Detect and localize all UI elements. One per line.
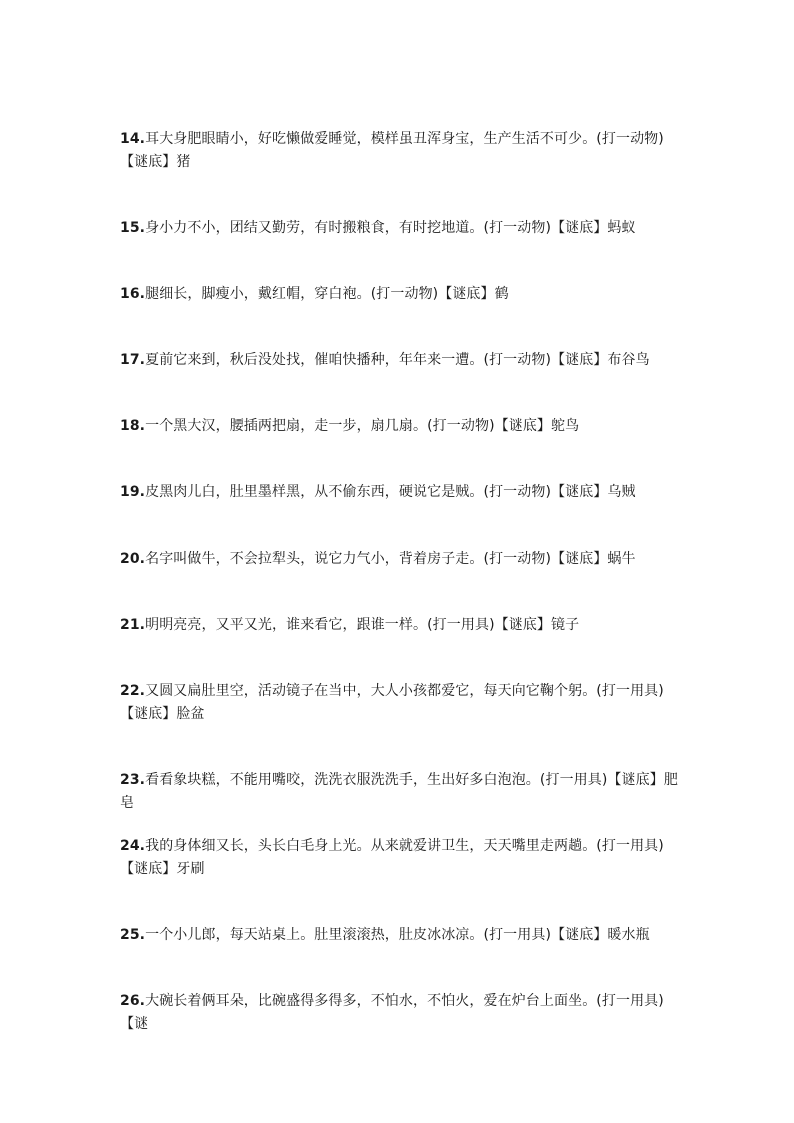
- riddle-text: 夏前它来到，秋后没处找，催咱快播种，年年来一遭。(打一动物)【谜底】布谷鸟: [145, 352, 650, 368]
- riddle-25: [120, 924, 678, 947]
- riddle-text: 明明亮亮，又平又光，谁来看它，跟谁一样。(打一用具)【谜底】镜子: [145, 617, 580, 633]
- riddle-text: 腿细长，脚瘦小，戴红帽，穿白袍。(打一动物)【谜底】鹤: [145, 286, 509, 302]
- riddle-16: [120, 283, 678, 306]
- riddle-21: [120, 614, 678, 637]
- riddle-number: 26.: [120, 993, 146, 1009]
- riddle-text: 看看象块糕，不能用嘴咬，洗洗衣服洗洗手，生出好多白泡泡。(打一用具)【谜底】肥皂: [120, 772, 678, 811]
- riddle-number: 22.: [120, 683, 146, 699]
- riddle-22: [120, 680, 678, 726]
- riddle-26: [120, 990, 678, 1036]
- riddle-number: 20.: [120, 551, 146, 567]
- riddle-number: 15.: [120, 220, 146, 236]
- riddle-text: 皮黑肉儿白，肚里墨样黑，从不偷东西，硬说它是贼。(打一动物)【谜底】乌贼: [145, 484, 636, 500]
- riddle-14: [120, 128, 678, 174]
- riddle-text: 我的身体细又长，头长白毛身上光。从来就爱讲卫生，天天嘴里走两趟。(打一用具)【谜底】牙刷: [120, 838, 664, 877]
- riddle-text: 名字叫做牛，不会拉犁头，说它力气小，背着房子走。(打一动物)【谜底】蜗牛: [145, 551, 636, 567]
- riddle-number: 18.: [120, 418, 146, 434]
- riddle-number: 24.: [120, 838, 146, 854]
- riddle-text: 一个小儿郎，每天站桌上。肚里滚滚热，肚皮冰冰凉。(打一用具)【谜底】暖水瓶: [145, 927, 650, 943]
- riddle-18: [120, 415, 678, 438]
- riddle-text: 又圆又扁肚里空，活动镜子在当中，大人小孩都爱它，每天向它鞠个躬。(打一用具)【谜底】脸盆: [120, 683, 664, 722]
- riddle-number: 16.: [120, 286, 146, 302]
- riddle-number: 19.: [120, 484, 146, 500]
- riddle-text: 身小力不小，团结又勤劳，有时搬粮食，有时挖地道。(打一动物)【谜底】蚂蚁: [145, 220, 636, 236]
- riddle-number: 17.: [120, 352, 146, 368]
- riddle-17: [120, 349, 678, 372]
- riddle-number: 14.: [120, 131, 146, 147]
- riddle-24: [120, 835, 678, 881]
- riddle-text: 大碗长着俩耳朵，比碗盛得多得多，不怕水，不怕火，爱在炉台上面坐。(打一用具)【谜: [120, 993, 664, 1032]
- riddle-number: 25.: [120, 927, 146, 943]
- riddle-23: [120, 769, 678, 815]
- riddle-19: [120, 481, 678, 504]
- riddle-number: 21.: [120, 617, 146, 633]
- riddle-text: 耳大身肥眼睛小，好吃懒做爱睡觉，模样虽丑浑身宝，生产生活不可少。(打一动物)【谜底】猪: [120, 131, 664, 170]
- riddle-number: 23.: [120, 772, 146, 788]
- riddle-text: 一个黑大汉，腰插两把扇，走一步，扇几扇。(打一动物)【谜底】鸵鸟: [145, 418, 580, 434]
- riddle-20: [120, 548, 678, 571]
- riddle-15: [120, 217, 678, 240]
